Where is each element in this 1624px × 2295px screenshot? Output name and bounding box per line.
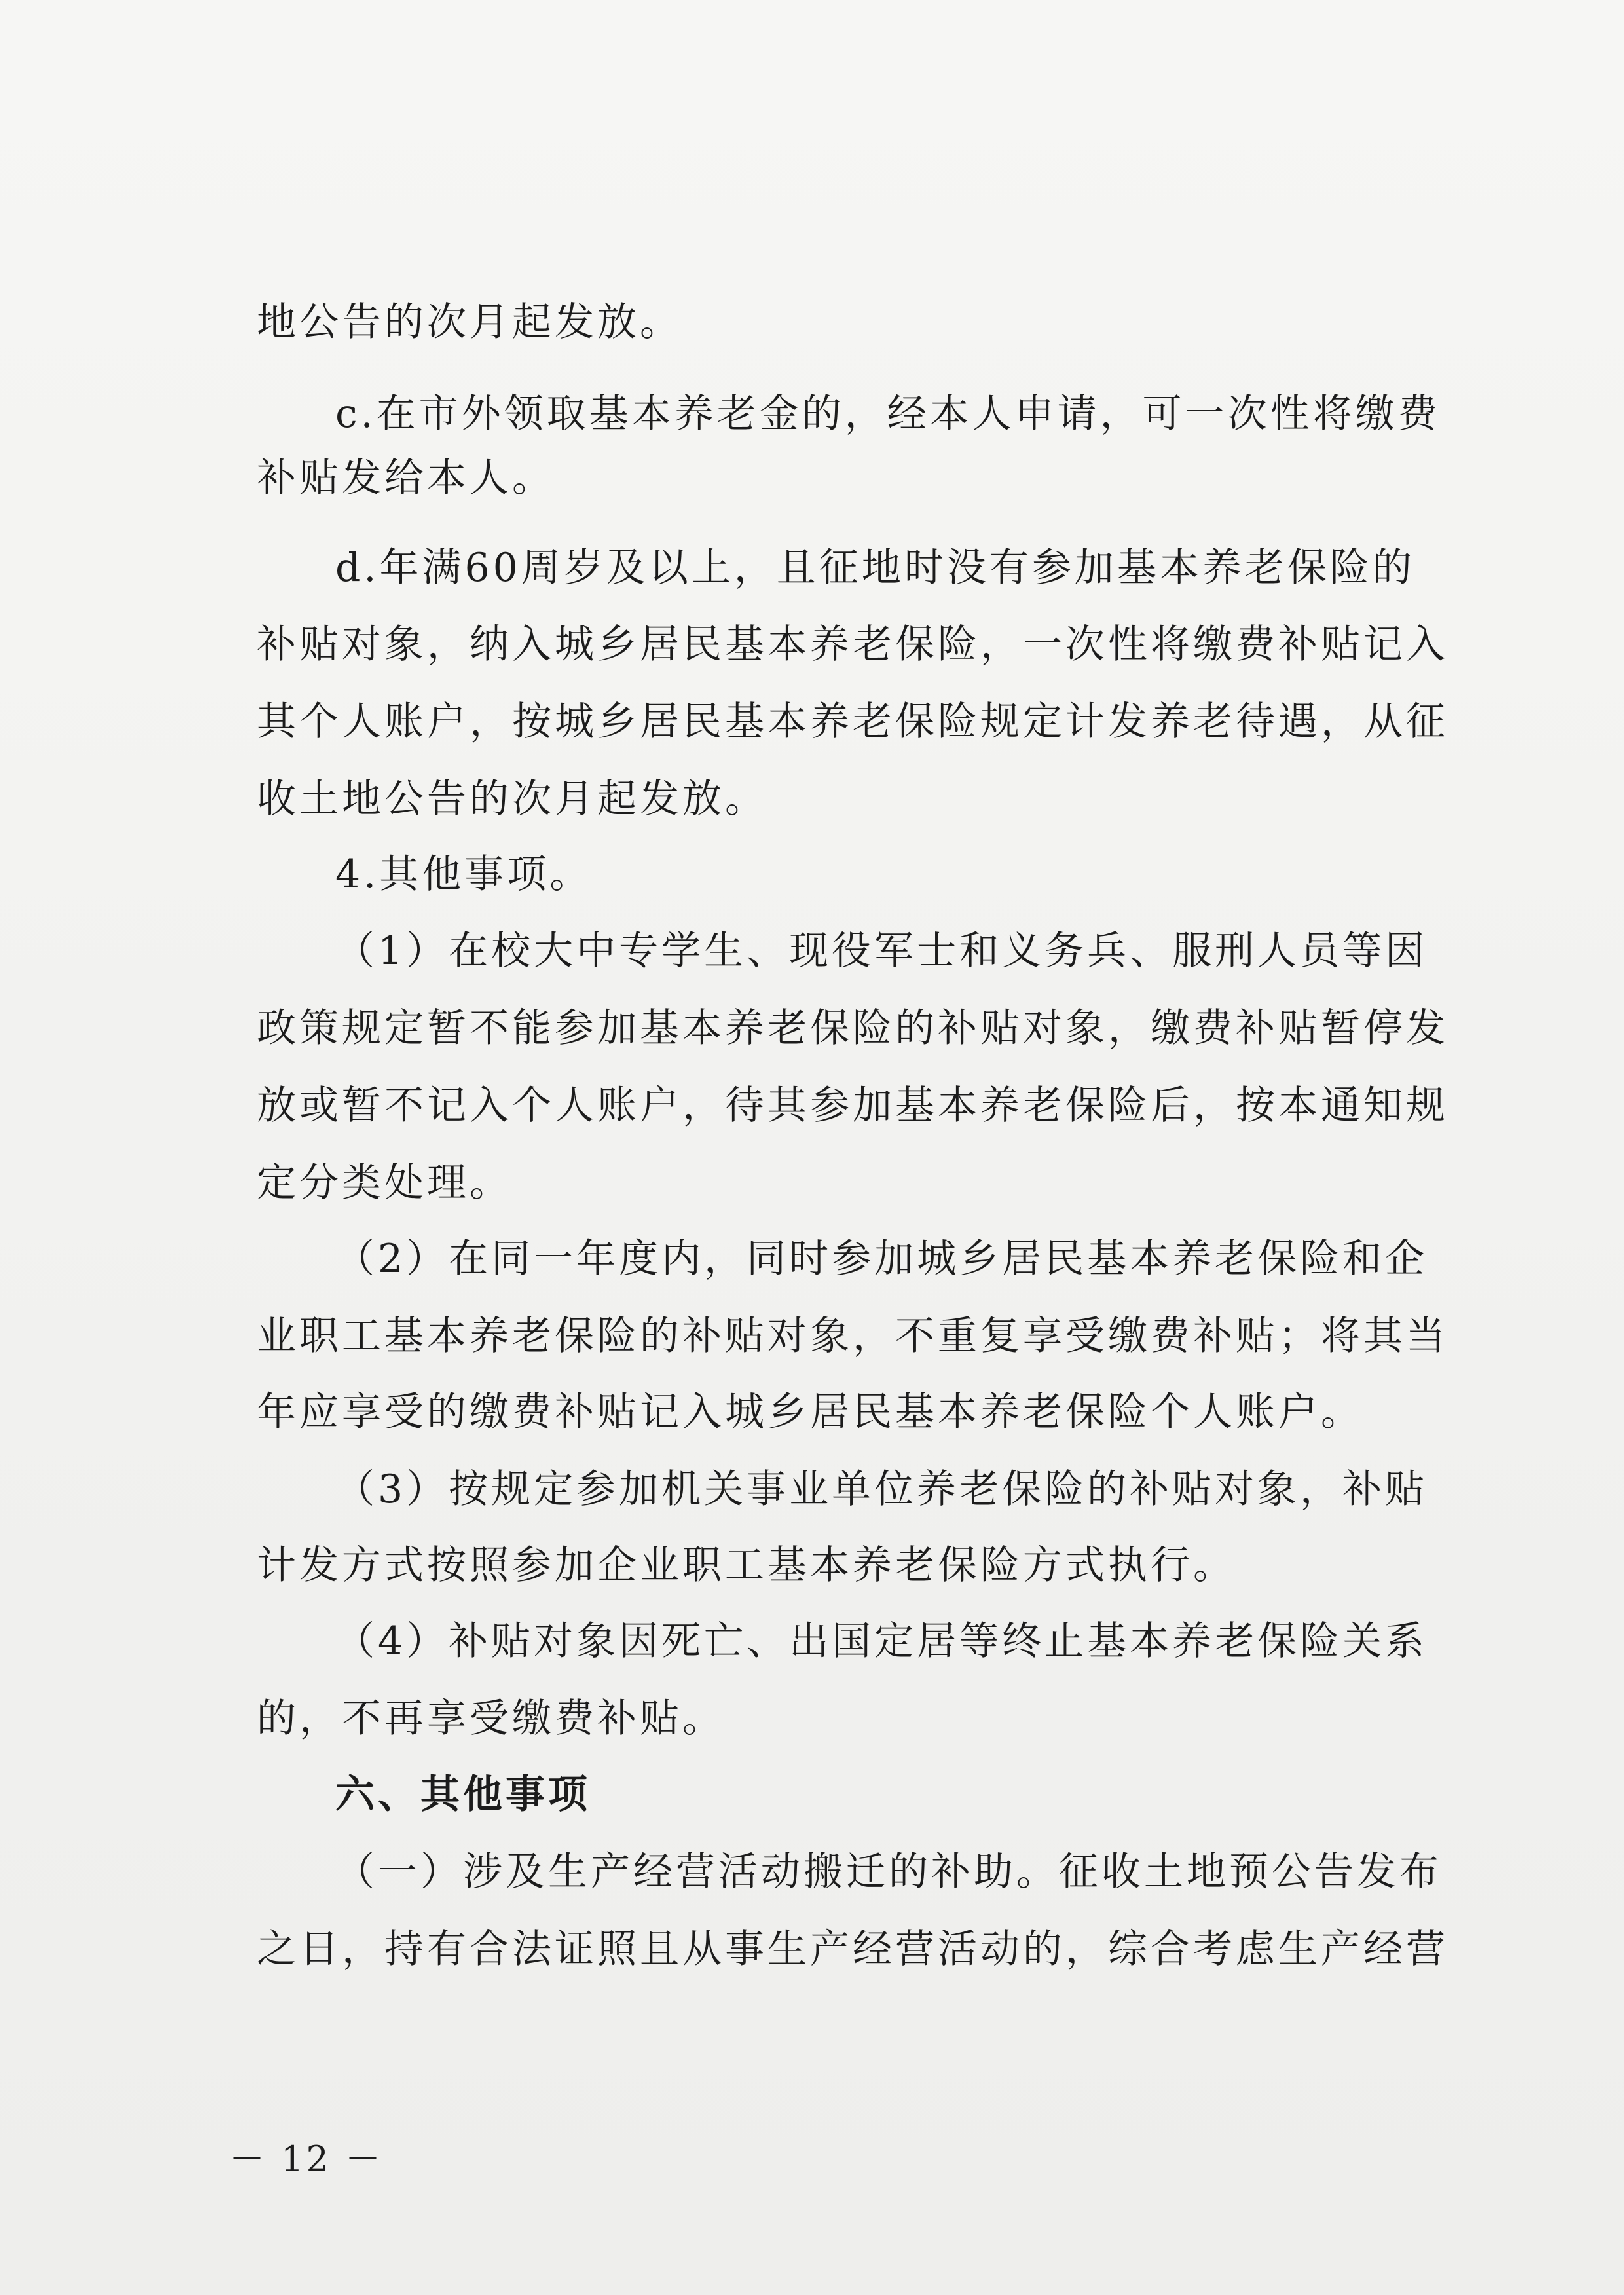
text-line: 计发方式按照参加企业职工基本养老保险方式执行。 — [257, 1542, 1236, 1588]
text-line: （4）补贴对象因死亡、出国定居等终止基本养老保险关系 — [335, 1618, 1428, 1664]
text-line: c.在市外领取基本养老金的，经本人申请，可一次性将缴费 — [335, 391, 1441, 437]
section-heading: 六、其他事项 — [335, 1772, 591, 1818]
text-line: 补贴对象，纳入城乡居民基本养老保险，一次性将缴费补贴记入 — [257, 622, 1449, 667]
text-line: （2）在同一年度内，同时参加城乡居民基本养老保险和企 — [335, 1236, 1428, 1282]
text-line: 之日，持有合法证照且从事生产经营活动的，综合考虑生产经营 — [257, 1926, 1449, 1972]
text-line: 定分类处理。 — [257, 1160, 512, 1206]
text-line: （一）涉及生产经营活动搬迁的补助。征收土地预公告发布 — [335, 1849, 1442, 1895]
text-line: 补贴发给本人。 — [257, 455, 555, 501]
text-line: 年应享受的缴费补贴记入城乡居民基本养老保险个人账户。 — [257, 1389, 1363, 1435]
text-line: 4.其他事项。 — [335, 851, 593, 897]
text-line: 其个人账户，按城乡居民基本养老保险规定计发养老待遇，从征 — [257, 699, 1449, 745]
page-number: － 12 － — [229, 2138, 384, 2180]
text-line: 的，不再享受缴费补贴。 — [257, 1696, 725, 1742]
text-line: （3）按规定参加机关事业单位养老保险的补贴对象，补贴 — [335, 1466, 1428, 1512]
text-line: 放或暂不记入个人账户，待其参加基本养老保险后，按本通知规 — [257, 1083, 1449, 1129]
text-line: d.年满60周岁及以上，且征地时没有参加基本养老保险的 — [335, 545, 1415, 591]
text-line: 业职工基本养老保险的补贴对象，不重复享受缴费补贴；将其当 — [257, 1313, 1449, 1359]
text-line: 地公告的次月起发放。 — [257, 299, 682, 345]
text-line: 收土地公告的次月起发放。 — [257, 776, 767, 822]
text-line: 政策规定暂不能参加基本养老保险的补贴对象，缴费补贴暂停发 — [257, 1005, 1449, 1051]
text-line: （1）在校大中专学生、现役军士和义务兵、服刑人员等因 — [335, 928, 1428, 974]
